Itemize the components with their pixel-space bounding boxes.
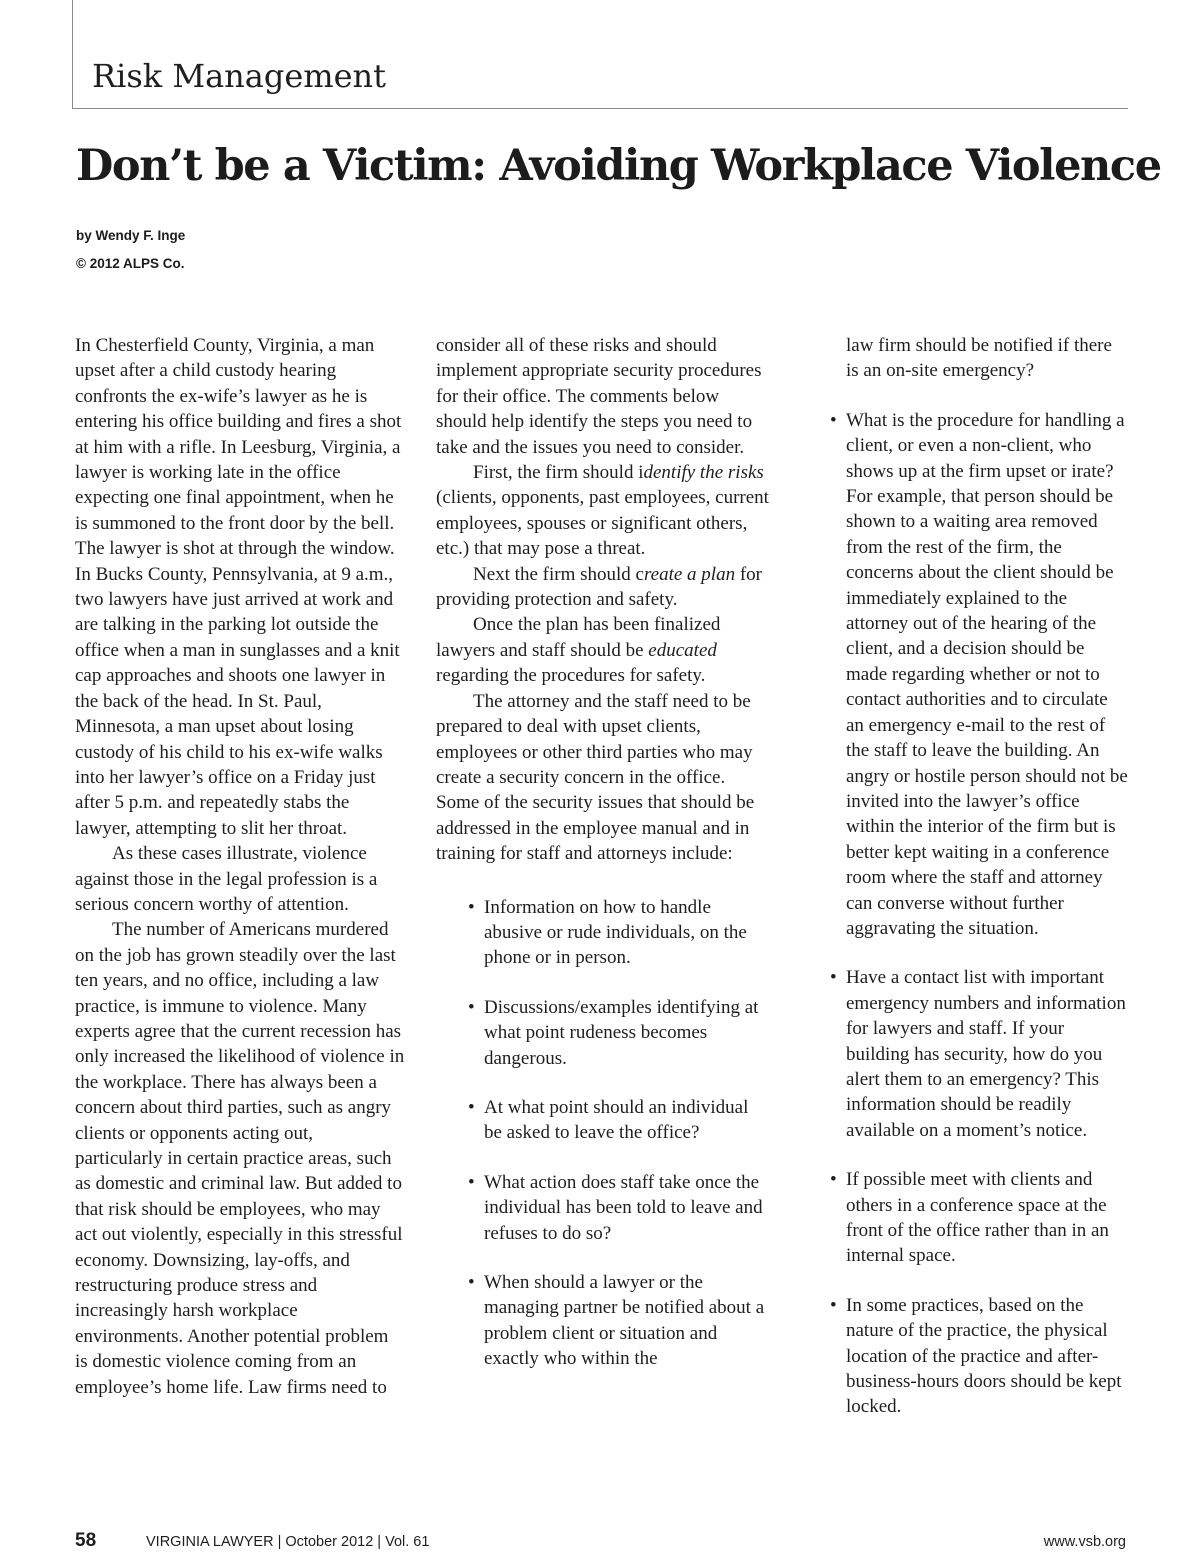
publication-info: VIRGINIA LAWYER | October 2012 | Vol. 61 — [146, 1534, 430, 1550]
emphasis-text: educated — [648, 639, 717, 661]
list-item-text: Discussions/examples identifying at what point rudeness becomes dangerous. — [484, 996, 759, 1069]
list-item — [828, 408, 1128, 942]
page-number: 58 — [75, 1530, 97, 1551]
bullet-icon: • — [468, 1272, 475, 1293]
paragraph: The attorney and the staff need to be prepared to deal with upset clients, employees or other third parties who may create a security concern in the office. Some of the security issues that should be addressed in the employee manual and in training for staff and attorneys include: — [436, 690, 755, 865]
bullet-icon: • — [468, 1096, 475, 1118]
list-item-continuation: law firm should be notified if there is an on-site emergency? — [846, 335, 1112, 382]
paragraph — [436, 562, 771, 613]
paragraph: In Chesterfield County, Virginia, a man upset after a child custody hearing confronts the ex-wife’s lawyer as he is entering his office building and fires a shot at him with a rifle. In Leesburg, Virginia, a lawyer is working late in the office expecting one final appointment, when he is summoned to the front door by the bell. The lawyer is shot at through the window. In Bucks County, Pennsylvania, at 9 a.m., two lawyers have just arrived at work and are talking in the parking lot outside the office when a man in sunglasses and a knit cap approaches and shoots one lawyer in the back of the head. In St. Paul, Minnesota, a man upset about losing custody of his child to his ex-wife walks into her lawyer’s office on a Friday just after 5 p.m. and repeatedly stabs the lawyer, attempting to slit her throat. — [75, 335, 402, 839]
byline-block — [76, 222, 185, 278]
text-run: First, the firm should i — [473, 462, 644, 484]
page-footer — [0, 1528, 1200, 1556]
article-title: Don’t be a Victim: Avoiding Workplace Violence — [76, 141, 1161, 191]
website-url: www.vsb.org — [1043, 1534, 1126, 1550]
paragraph: consider all of these risks and should implement appropriate security procedures for their office. The comments below should help identify the steps you need to take and the issues you need to consider. — [436, 335, 762, 458]
list-item-text: If possible meet with clients and others in a conference space at the front of the office rather than in an internal space. — [846, 1169, 1109, 1267]
section-rule-horizontal — [72, 108, 1128, 109]
text-run: (clients, opponents, past employees, current employees, spouses or significant others, etc.) that may pose a threat. — [436, 487, 769, 560]
list-item — [828, 965, 1128, 1143]
list-item-text: What is the procedure for handling a client, or even a non-client, who shows up at the firm upset or irate? For example, that person should be shown to a waiting area removed from the rest of the firm, the concerns about the client should be immediately explained to the attorney out of the hearing of the client, and a decision should be made regarding whether or not to contact authorities and to circulate an emergency e-mail to the rest of the staff to leave the building. An angry or hostile person should not be invited into the lawyer’s office within the interior of the firm but is better kept waiting in a conference room where the staff and attorney can converse without further aggravating the situation. — [846, 409, 1128, 939]
security-issues-list-continued — [828, 408, 1128, 1420]
section-rule-vertical — [72, 0, 73, 108]
bullet-icon: • — [830, 1169, 837, 1191]
paragraph — [436, 612, 771, 688]
copyright-notice: © 2012 ALPS Co. — [76, 256, 185, 271]
list-item — [828, 1167, 1128, 1269]
paragraph — [436, 460, 771, 562]
list-item — [466, 895, 771, 971]
author-byline: by Wendy F. Inge — [76, 228, 186, 243]
paragraph: The number of Americans murdered on the job has grown steadily over the last ten years, and no office, including a law practice, is immune to violence. Many experts agree that the current recession has only increased the likelihood of violence in the workplace. There has always been a concern about third parties, such as angry clients or opponents acting out, particularly in certain practice areas, such as domestic and criminal law. But added to that risk should be employees, who may act out violently, especially in this stressful economy. Downsizing, lay-offs, and restructuring produce stress and increasingly harsh workplace environments. Another potential problem is domestic violence coming from an employee’s home life. Law firms need to — [75, 919, 405, 1398]
paragraph: As these cases illustrate, violence against those in the legal profession is a serious concern worthy of attention. — [75, 843, 378, 915]
text-run: regarding the procedures for safety. — [436, 665, 706, 687]
bullet-icon: • — [830, 967, 837, 989]
list-item — [466, 1270, 771, 1372]
bullet-icon: • — [830, 409, 837, 431]
text-run: for providing protection and safety. — [436, 563, 762, 611]
list-item-text: What action does staff take once the individual has been told to leave and refuses to do so? — [484, 1171, 763, 1244]
list-item-text: Have a contact list with important emergency numbers and information for lawyers and staff. If your building has security, how do you alert them to an emergency? This information should be readily available on a moment’s notice. — [846, 967, 1126, 1141]
section-label: Risk Management — [92, 57, 387, 95]
list-item-text: In some practices, based on the nature of the practice, the physical location of the practice and after- business-hours doors should be kept locked. — [846, 1294, 1122, 1418]
list-item — [828, 1293, 1128, 1420]
list-item-text: Information on how to handle abusive or rude individuals, on the phone or in person. — [484, 896, 747, 969]
bullet-icon: • — [468, 1171, 475, 1193]
article-column-1 — [75, 333, 405, 1400]
emphasis-text: dentify the risks — [643, 462, 764, 484]
list-item — [466, 1170, 771, 1246]
list-item-text: At what point should an individual be asked to leave the office? — [484, 1096, 749, 1144]
text-run: Next the firm should c — [473, 563, 644, 585]
text-run: Once the plan has been finalized lawyers and staff should be — [436, 614, 721, 661]
list-item-text: When should a lawyer or the managing partner be notified about a problem client or situation and exactly who within the — [484, 1272, 765, 1370]
list-item — [466, 995, 771, 1071]
article-column-3 — [828, 333, 1128, 1420]
emphasis-text: reate a plan — [643, 563, 736, 585]
bullet-icon: • — [468, 896, 475, 918]
bullet-icon: • — [468, 996, 475, 1018]
security-issues-list — [436, 895, 771, 1372]
article-column-2 — [436, 333, 771, 1372]
list-item — [466, 1095, 771, 1146]
bullet-icon: • — [830, 1294, 837, 1316]
